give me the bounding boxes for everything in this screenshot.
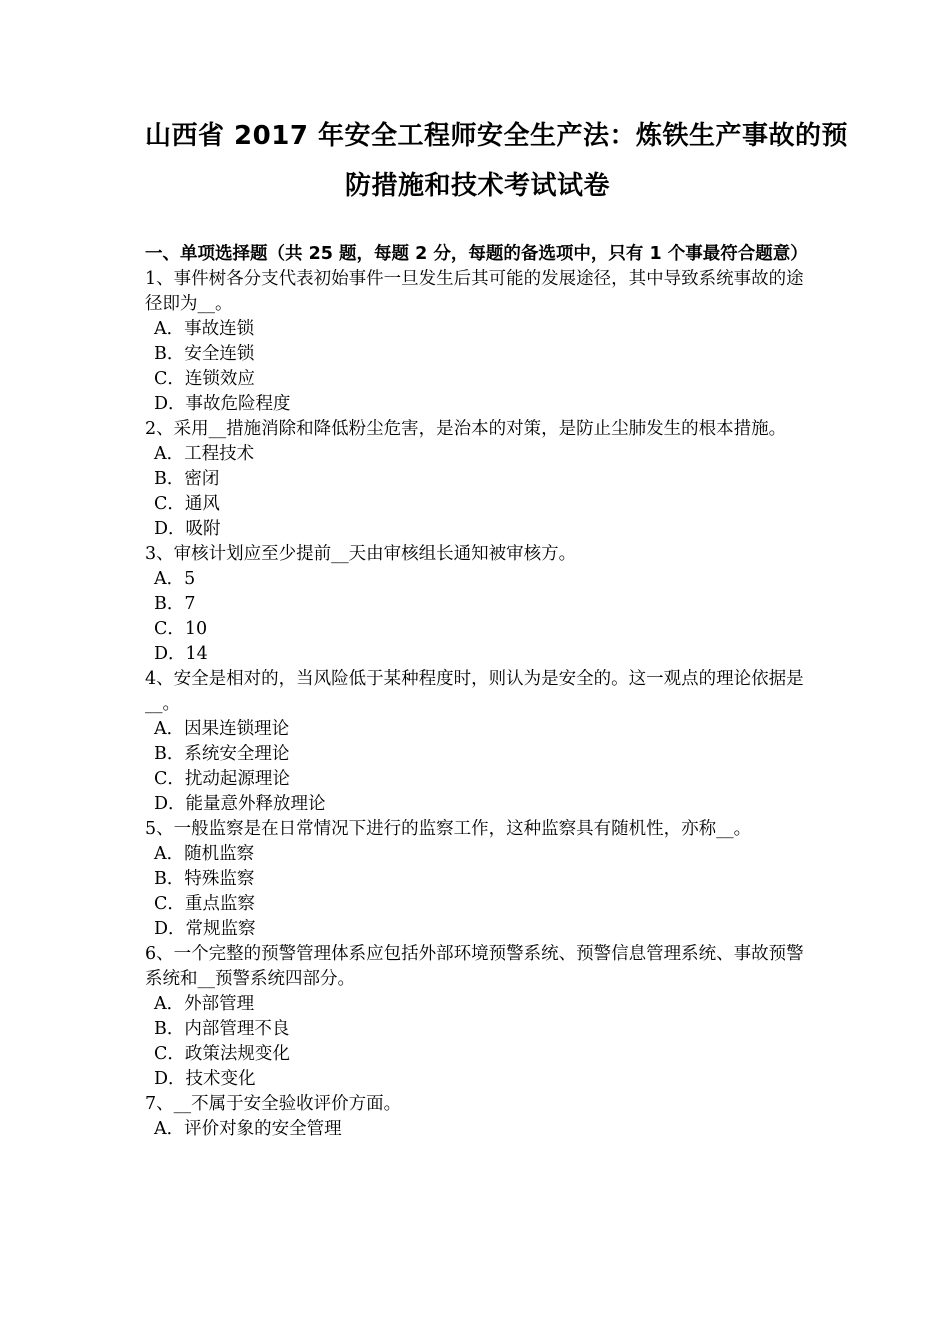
question-text: 6、一个完整的预警管理体系应包括外部环境预警系统、预警信息管理系统、事故预警系统和__预警系统四部分。 (145, 944, 804, 989)
document-title-line-1: 山西省 2017 年安全工程师安全生产法：炼铁生产事故的预 (145, 121, 848, 151)
option-c: C．重点监察 (154, 894, 255, 914)
option-a: A．随机监察 (154, 844, 255, 864)
option-c: C．连锁效应 (154, 369, 255, 389)
option-d: D．14 (154, 644, 208, 664)
option-a: A．因果连锁理论 (154, 719, 290, 739)
option-d: D．能量意外释放理论 (154, 794, 326, 814)
option-b: B．安全连锁 (154, 344, 255, 364)
option-c: C．扰动起源理论 (154, 769, 290, 789)
option-d: D．事故危险程度 (154, 394, 291, 414)
option-b: B．7 (154, 594, 196, 614)
question-3 (145, 542, 810, 667)
question-5 (145, 817, 810, 942)
option-a: A．评价对象的安全管理 (154, 1119, 342, 1139)
option-c: C．政策法规变化 (154, 1044, 290, 1064)
option-a: A．外部管理 (154, 994, 255, 1014)
question-text: 4、安全是相对的，当风险低于某种程度时，则认为是安全的。这一观点的理论依据是__。 (145, 669, 804, 714)
question-list (145, 267, 810, 1142)
question-7 (145, 1092, 810, 1142)
document-page (145, 112, 848, 1142)
question-text: 5、一般监察是在日常情况下进行的监察工作，这种监察具有随机性，亦称__。 (145, 819, 752, 839)
option-d: D．技术变化 (154, 1069, 256, 1089)
question-text: 7、__不属于安全验收评价方面。 (145, 1094, 402, 1114)
question-2 (145, 417, 810, 542)
question-text: 3、审核计划应至少提前__天由审核组长通知被审核方。 (145, 544, 577, 564)
question-1 (145, 267, 810, 417)
option-b: B．内部管理不良 (154, 1019, 290, 1039)
option-c: C．10 (154, 619, 208, 639)
option-a: A．事故连锁 (154, 319, 255, 339)
option-b: B．特殊监察 (154, 869, 255, 889)
option-d: D．吸附 (154, 519, 221, 539)
option-b: B．系统安全理论 (154, 744, 290, 764)
question-6 (145, 942, 810, 1092)
document-title-line-2: 防措施和技术考试试卷 (344, 171, 610, 201)
section-heading: 一、单项选择题（共 25 题，每题 2 分，每题的备选项中，只有 1 个事最符合题意） (145, 244, 808, 264)
question-text: 1、事件树各分支代表初始事件一旦发生后其可能的发展途径，其中导致系统事故的途径即为__。 (145, 269, 804, 314)
option-b: B．密闭 (154, 469, 220, 489)
question-4 (145, 667, 810, 817)
option-a: A．5 (154, 569, 196, 589)
question-text: 2、采用__措施消除和降低粉尘危害，是治本的对策，是防止尘肺发生的根本措施。 (145, 419, 787, 439)
option-a: A．工程技术 (154, 444, 255, 464)
option-d: D．常规监察 (154, 919, 256, 939)
option-c: C．通风 (154, 494, 220, 514)
